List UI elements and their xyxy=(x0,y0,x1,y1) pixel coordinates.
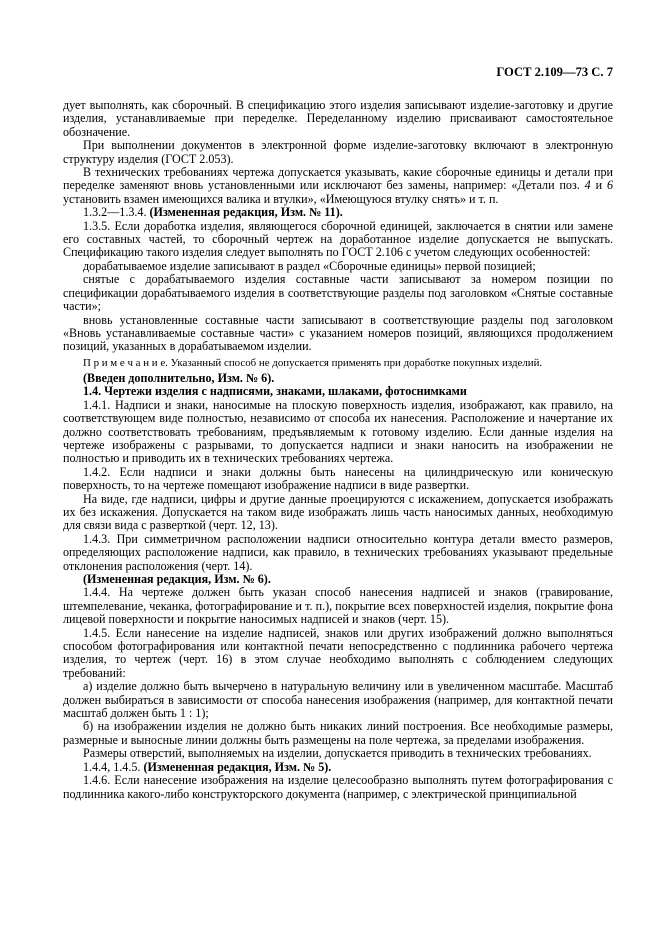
paragraph xyxy=(63,466,613,493)
text-run: 6 xyxy=(606,178,613,193)
paragraph xyxy=(63,680,613,720)
paragraph xyxy=(63,573,613,586)
text-run: дорабатываемое изделие записывают в раздел «Сборочные единицы» первой позицией; xyxy=(83,258,536,273)
text-run: 1.3.2—1.3.4. xyxy=(83,205,150,220)
text-run: На виде, где надписи, цифры и другие данные проецируются с искажением, допускается изображать их без искажения. Допускается на таком виде изображать лишь часть наносимых данных, необходимую для связи вида с разверткой (черт. 12, 13). xyxy=(63,491,613,533)
paragraph xyxy=(63,586,613,626)
text-run: дует выполнять, как сборочный. В спецификацию этого изделия записывают изделие-заготовку и другие изделия, устанавливаемые при переделке. Переделанному изделию присваивают самостоятельное обозначение. xyxy=(63,98,613,139)
paragraph xyxy=(63,747,613,760)
paragraph xyxy=(63,260,613,273)
paragraph xyxy=(63,220,613,260)
paragraph xyxy=(63,139,613,166)
text-run: В технических требованиях чертежа допускается указывать, какие сборочные единицы и детали при переделке заменяют вновь установленными или исключают без замены, например: «Детали поз. xyxy=(63,165,613,193)
paragraph xyxy=(63,720,613,747)
paragraph xyxy=(63,206,613,219)
paragraph xyxy=(63,761,613,774)
paragraph xyxy=(63,774,613,801)
document-body xyxy=(63,99,613,801)
text-run: (Измененная редакция, Изм. № 5). xyxy=(143,759,332,774)
text-run: (Измененная редакция, Изм. № 11). xyxy=(149,205,343,220)
text-run: вновь установленные составные части записывают в соответствующие разделы под заголовком «Вновь устанавливаемые составные части» с указанием номеров позиций, являющихся продолжением позиций, указанных в дорабатываемом изделии. xyxy=(63,312,613,354)
text-run: б) на изображении изделия не должно быть никаких линий построения. Все необходимые размеры, размерные и выносные линии должны быть размещены на поле чертежа, за пределами изображения. xyxy=(63,719,613,747)
text-run: 1.4.2. Если надписи и знаки должны быть нанесены на цилиндрическую или коническую поверхность, то на чертеже помещают изображение надписи в виде развертки. xyxy=(63,464,613,493)
text-run: Размеры отверстий, выполняемых на изделии, допускается приводить в технических требованиях. xyxy=(83,746,592,761)
paragraph xyxy=(63,493,613,533)
paragraph xyxy=(63,533,613,573)
text-run: 1.4.6. Если нанесение изображения на изделие целесообразно выполнять путем фотографирования с подлинника какого-либо конструкторского документа (например, с электрической принципиальной xyxy=(63,773,613,801)
text-run: (Введен дополнительно, Изм. № 6). xyxy=(83,370,275,385)
text-run: 1.4.5. Если нанесение на изделие надписей, знаков или других изображений должно выполняться способом фотографирования или контактной печати непосредственно с подлинника рабочего чертежа изделия, то чертеж (черт. 16) в этом случае необходимо выполнять с соблюдением следующих требований: xyxy=(63,625,613,680)
text-run: 4 xyxy=(584,178,591,193)
text-run: При выполнении документов в электронной форме изделие-заготовку включают в электронную структуру изделия (ГОСТ 2.053). xyxy=(63,138,613,166)
paragraph xyxy=(63,314,613,354)
page-header-standard-number: ГОСТ 2.109—73 С. 7 xyxy=(496,65,613,79)
text-run: 1.4.3. При симметричном расположении надписи относительно контура детали вместо размеров, определяющих расположение надписи, как правило, в технических требованиях указывают предельные отклонения расположения (черт. 14). xyxy=(63,531,613,573)
text-run: (Измененная редакция, Изм. № 6). xyxy=(83,572,271,587)
paragraph xyxy=(63,385,613,398)
text-run: 1.4. Чертежи изделия с надписями, знаками, шлаками, фотоснимками xyxy=(83,384,467,399)
paragraph xyxy=(63,399,613,466)
text-run: а) изделие должно быть вычерчено в натуральную величину или в увеличенном масштабе. Масштаб должен выбираться в зависимости от способа нанесения изображения (например, для контактной печати масштаб должен быть 1 : 1); xyxy=(63,679,613,721)
paragraph xyxy=(63,627,613,681)
paragraph xyxy=(63,99,613,139)
text-run: 1.4.4, 1.4.5. xyxy=(83,759,144,774)
text-run: установить взамен имеющихся валика и втулки», «Имеющуюся втулку снять» и т. п. xyxy=(63,191,499,206)
paragraph xyxy=(63,372,613,385)
text-run: 1.4.4. На чертеже должен быть указан способ нанесения надписей и знаков (гравирование, штемпелевание, чеканка, фотографирование и т. п.), покрытие всех поверхностей изделия, покрытие фона лицевой поверхности и покрытие наносимых надписей и знаков (черт. 15). xyxy=(63,585,613,627)
page-content xyxy=(63,66,613,801)
paragraph xyxy=(63,273,613,313)
text-run: П р и м е ч а н и е. Указанный способ не допускается применять при доработке покупных изделий. xyxy=(83,356,543,369)
text-run: 1.4.1. Надписи и знаки, наносимые на плоскую поверхность изделия, изображают, как правило, на соответствующем виде полностью, независимо от способа их нанесения. Расположение и начертание их должно соответствовать требованиям, предъявляемым к готовому изделию. Если данные изделия на чертеже изображены с разрывами, то допускается надписи и знаки наносить на изображении не полностью и приводить их в технических требованиях чертежа. xyxy=(63,397,613,466)
text-run: снятые с дорабатываемого изделия составные части записывают за номером позиции по спецификации дорабатываемого изделия в соответствующие разделы под заголовком «Снятые составные части»; xyxy=(63,272,613,314)
note-paragraph xyxy=(63,357,613,370)
paragraph xyxy=(63,166,613,206)
text-run: 1.3.5. Если доработка изделия, являющегося сборочной единицей, заключается в снятии или замене его составных частей, то сборочный чертеж на доработанное изделие допускается не выпускать. Спецификацию такого изделия следует выполнять по ГОСТ 2.106 с учетом следующих особенностей: xyxy=(63,218,613,260)
text-run: и xyxy=(590,178,607,193)
